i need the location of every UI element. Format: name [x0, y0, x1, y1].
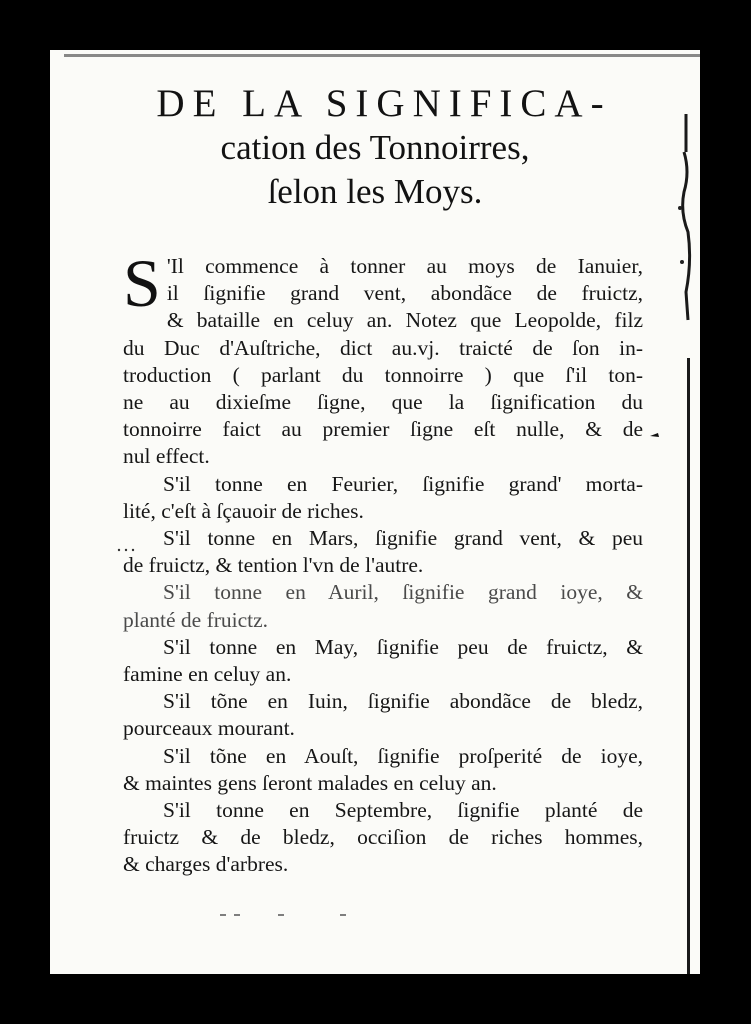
- text-line: tonnoirre faict au premier ſigne eſt nulle, & de: [123, 417, 643, 442]
- text-line: S'il tõne en Aouſt, ſignifie proſperité de ioye,: [163, 743, 643, 768]
- title-line-1: DE LA SIGNIFICA-: [156, 82, 612, 125]
- title-line-2: cation des Tonnoirres,: [220, 128, 530, 167]
- text-line: du Duc d'Auſtriche, dict au.vj. traicté de ſon in-: [123, 335, 643, 360]
- text-line: fruictz & de bledz, occiſion de riches hommes,: [123, 825, 643, 850]
- paragraph-january: [123, 245, 643, 471]
- text-line: de fruictz, & tention l'vn de l'autre.: [123, 553, 424, 578]
- text-line: S'il tonne en Septembre, ſignifie planté de: [163, 798, 643, 823]
- text-line: nul effect.: [123, 444, 210, 469]
- text-line: lité, c'eſt à ſçauoir de riches.: [123, 498, 364, 523]
- text-line: ne au dixieſme ſigne, que la ſignification du: [123, 390, 643, 415]
- text-line: famine en celuy an.: [123, 662, 292, 687]
- page-right-edge: [687, 358, 690, 974]
- ink-specks: [116, 546, 146, 554]
- paragraph-february: [123, 471, 643, 525]
- paragraph-may: [123, 634, 643, 688]
- text-line: il ſignifie grand vent, abondãce de fruictz,: [166, 281, 643, 306]
- paragraph-september: [123, 797, 643, 879]
- paragraph-june: [123, 688, 643, 742]
- text-line: & maintes gens ſeront malades en celuy an.: [123, 770, 497, 795]
- text-line: troduction ( parlant du tonnoirre ) que ſ'il ton-: [123, 362, 643, 387]
- text-line: S'il tonne en Mars, ſignifie grand vent, & peu: [163, 526, 643, 551]
- paragraph-march: [123, 525, 643, 579]
- text-line: S'il tonne en May, ſignifie peu de fruictz, &: [163, 634, 643, 659]
- paragraph-august: [123, 743, 643, 797]
- bottom-ink-marks: [220, 912, 370, 918]
- margin-mark: [650, 432, 660, 438]
- text-line: S'il tonne en Auril, ſignifie grand ioye, &: [163, 580, 643, 605]
- text-line: 'Il commence à tonner au moys de Ianuier,: [166, 254, 643, 278]
- text-line: S'il tõne en Iuin, ſignifie abondãce de bledz,: [163, 689, 643, 714]
- paragraph-april: [123, 579, 643, 633]
- text-line: S'il tonne en Feurier, ſignifie grand' morta-: [163, 471, 643, 496]
- text-line: & charges d'arbres.: [123, 852, 289, 877]
- title-line-3: ſelon les Moys.: [267, 172, 483, 211]
- drop-cap: S: [123, 245, 161, 321]
- page-top-edge: [64, 54, 700, 57]
- text-line: planté de fruictz.: [123, 607, 269, 632]
- book-page: [50, 50, 700, 974]
- body-text: [123, 245, 643, 879]
- text-line: pourceaux mourant.: [123, 716, 295, 741]
- text-line: & bataille en celuy an. Notez que Leopolde, filz: [166, 308, 643, 333]
- page-title: [50, 82, 700, 214]
